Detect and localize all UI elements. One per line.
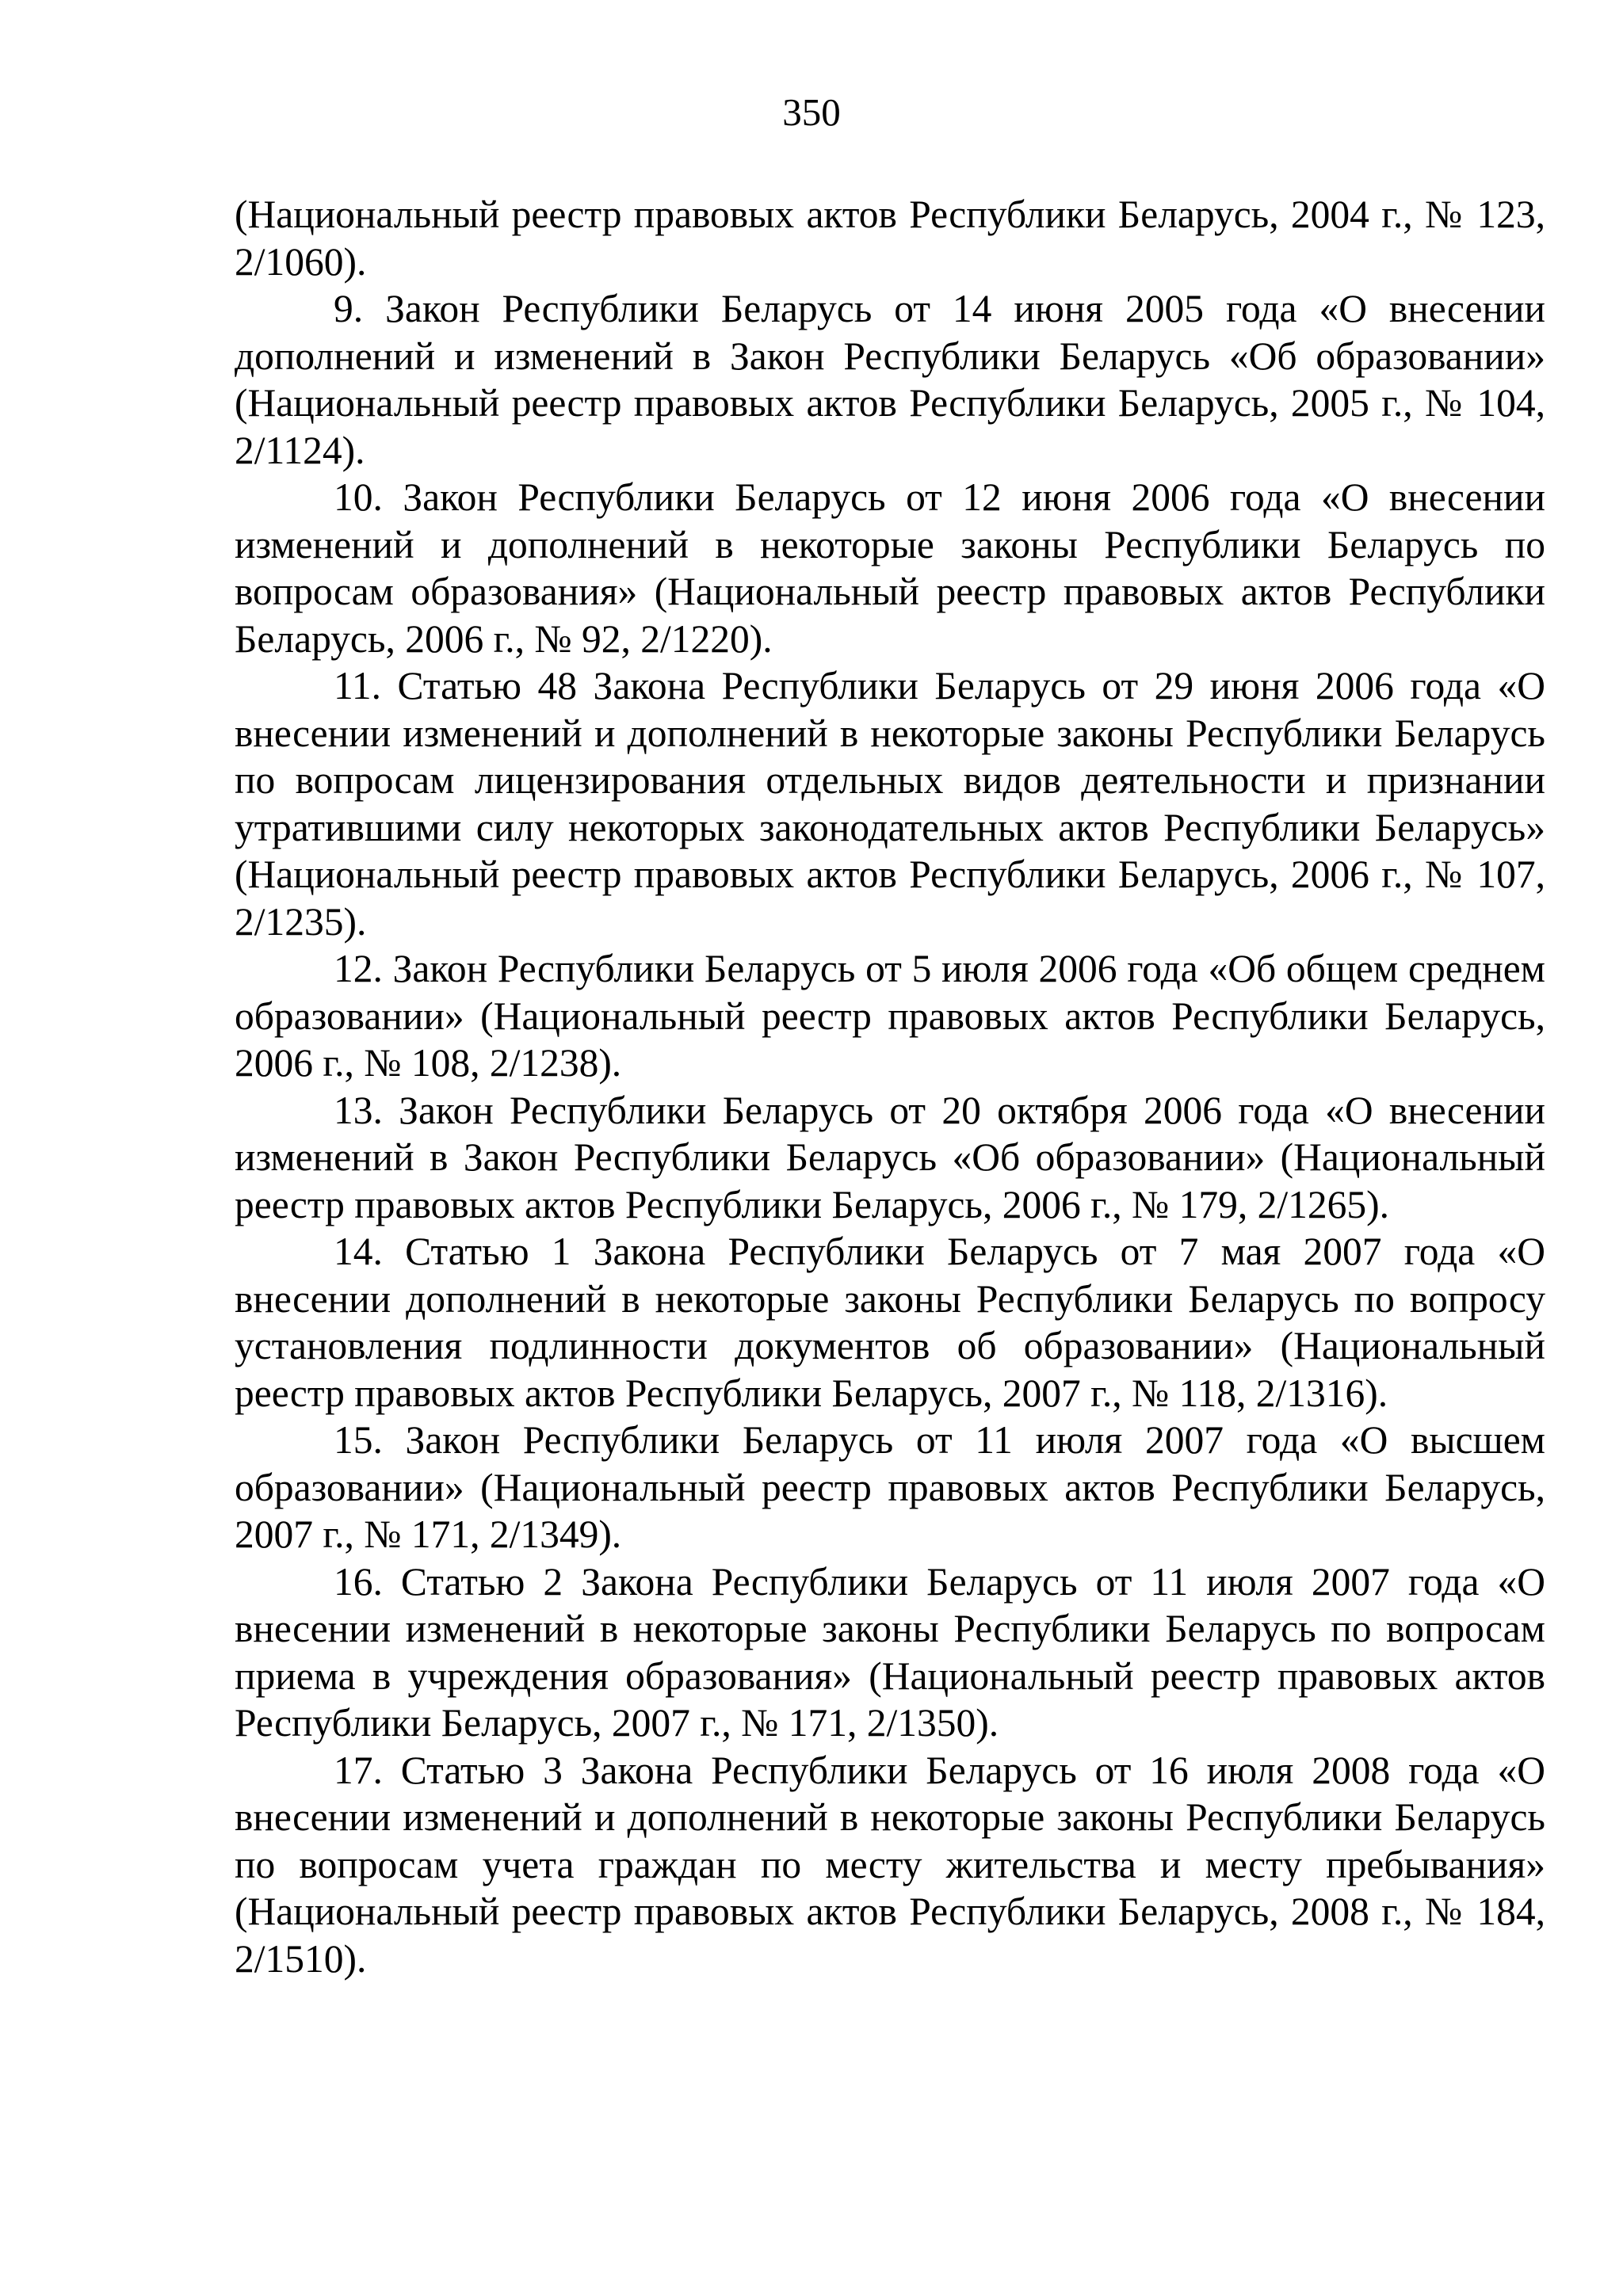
list-item-17: 17. Статью 3 Закона Республики Беларусь от 16 июля 2008 года «О внесении изменений и дополнений в некоторые законы Республики Беларусь по вопросам учета граждан по месту жительства и месту пребывания» (Национальный реестр правовых актов Республики Беларусь, 2008 г., № 184, 2/1510). bbox=[235, 1748, 1545, 1981]
page-number: 350 bbox=[782, 90, 841, 134]
list-item-14: 14. Статью 1 Закона Республики Беларусь от 7 мая 2007 года «О внесении дополнений в некоторые законы Республики Беларусь по вопросу установления подлинности документов об образовании» (Национальный реестр правовых актов Республики Беларусь, 2007 г., № 118, 2/1316). bbox=[235, 1230, 1545, 1415]
paragraph-continuation: (Национальный реестр правовых актов Республики Беларусь, 2004 г., № 123, 2/1060). bbox=[235, 193, 1545, 284]
list-item-15: 15. Закон Республики Беларусь от 11 июля 2007 года «О высшем образовании» (Национальный реестр правовых актов Республики Беларусь, 2007 г., № 171, 2/1349). bbox=[235, 1418, 1545, 1556]
list-item-9: 9. Закон Республики Беларусь от 14 июня 2005 года «О внесении дополнений и изменений в Закон Республики Беларусь «Об образовании» (Национальный реестр правовых актов Республики Беларусь, 2005 г., № 104, 2/1124). bbox=[235, 287, 1545, 472]
list-item-10: 10. Закон Республики Беларусь от 12 июня 2006 года «О внесении изменений и дополнений в некоторые законы Республики Беларусь по вопросам образования» (Национальный реестр правовых актов Республики Беларусь, 2006 г., № 92, 2/1220). bbox=[235, 475, 1545, 661]
list-item-11: 11. Статью 48 Закона Республики Беларусь от 29 июня 2006 года «О внесении изменений и дополнений в некоторые законы Республики Беларусь по вопросам лицензирования отдельных видов деятельности и признании утратившими силу некоторых законодательных актов Республики Беларусь» (Национальный реестр правовых актов Республики Беларусь, 2006 г., № 107, 2/1235). bbox=[235, 664, 1545, 944]
list-item-16: 16. Статью 2 Закона Республики Беларусь от 11 июля 2007 года «О внесении изменений в некоторые законы Республики Беларусь по вопросам приема в учреждения образования» (Национальный реестр правовых актов Республики Беларусь, 2007 г., № 171, 2/1350). bbox=[235, 1559, 1545, 1745]
document-body bbox=[235, 191, 1545, 1982]
list-item-13: 13. Закон Республики Беларусь от 20 октября 2006 года «О внесении изменений в Закон Республики Беларусь «Об образовании» (Национальный реестр правовых актов Республики Беларусь, 2006 г., № 179, 2/1265). bbox=[235, 1088, 1545, 1226]
list-item-12: 12. Закон Республики Беларусь от 5 июля 2006 года «Об общем среднем образовании» (Национальный реестр правовых актов Республики Беларусь, 2006 г., № 108, 2/1238). bbox=[235, 947, 1545, 1085]
